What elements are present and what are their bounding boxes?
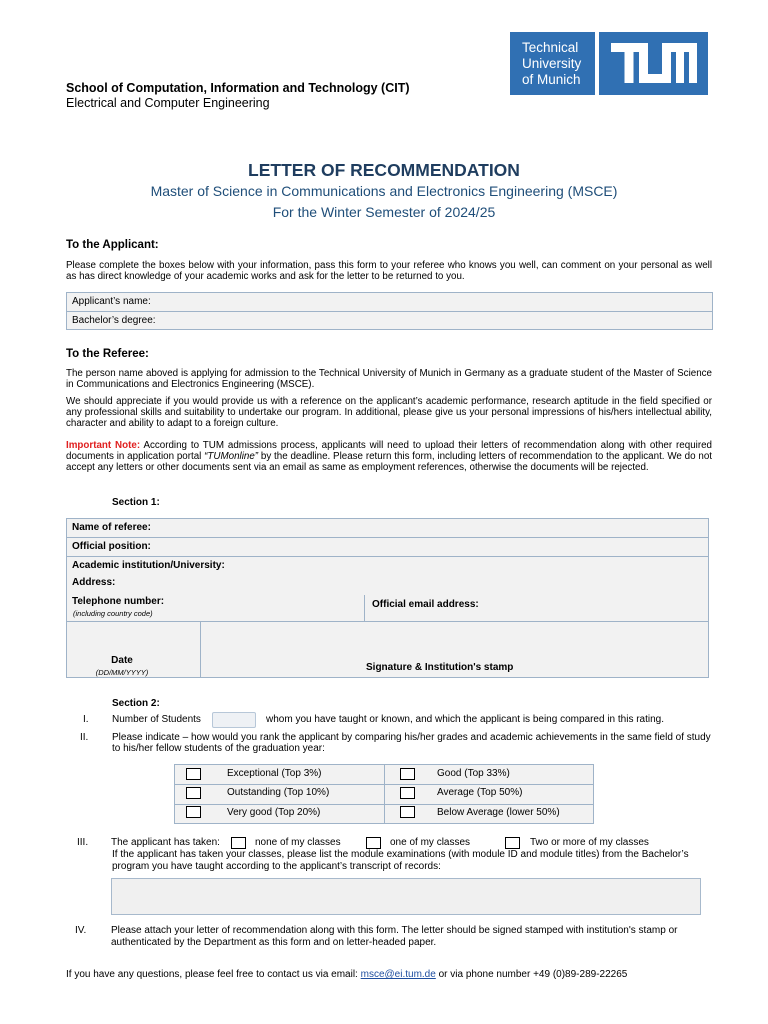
logo-line: of Munich	[522, 72, 581, 87]
rating-label: Exceptional (Top 3%)	[227, 768, 322, 779]
item-number: I.	[83, 714, 89, 725]
rating-label: Good (Top 33%)	[437, 768, 510, 779]
bachelor-degree-field[interactable]	[165, 312, 710, 328]
classes-one-checkbox[interactable]	[366, 837, 381, 849]
bachelor-degree-label: Bachelor’s degree:	[72, 315, 156, 326]
important-note-label: Important Note:	[66, 440, 141, 451]
logo-line: Technical	[522, 40, 579, 55]
program-subtitle: Master of Science in Communications and Electronics Engineering (MSCE)	[150, 183, 618, 199]
tum-logo-text	[510, 32, 595, 95]
contact-text: If you have any questions, please feel free to contact us via email:	[66, 969, 361, 980]
important-note	[66, 441, 712, 473]
item-number: II.	[80, 732, 89, 743]
item-number: IV.	[75, 925, 87, 936]
note-text: by the deadline. Please return this form, including letters of recommendation to the applicant. We do not accept any letters or other documents sent via an email as same as employment references, otherwise the documents will be rejected.	[66, 450, 712, 473]
rating-below-average-checkbox[interactable]	[400, 806, 415, 818]
institution-field[interactable]	[235, 557, 706, 573]
number-of-students-desc: whom you have taught or known, and which the applicant is being compared in this rating.	[266, 714, 665, 725]
rating-label: Outstanding (Top 10%)	[227, 787, 330, 798]
classes-taken-label: The applicant has taken:	[111, 837, 220, 848]
classes-option-label: Two or more of my classes	[530, 837, 649, 848]
applicant-heading: To the Applicant:	[66, 239, 159, 251]
module-list-field[interactable]	[111, 878, 701, 915]
number-of-students-label: Number of Students	[112, 714, 201, 725]
rating-label: Below Average (lower 50%)	[437, 807, 560, 818]
rating-label: Very good (Top 20%)	[227, 807, 321, 818]
number-of-students-input[interactable]	[212, 712, 256, 728]
referee-heading: To the Referee:	[66, 348, 149, 360]
semester-subtitle: For the Winter Semester of 2024/25	[272, 204, 496, 220]
rating-very-good-checkbox[interactable]	[186, 806, 201, 818]
official-position-field[interactable]	[160, 538, 706, 554]
applicant-name-label: Applicant’s name:	[72, 296, 151, 307]
school-name: School of Computation, Information and Technology (CIT)	[66, 81, 410, 95]
rating-average-checkbox[interactable]	[400, 787, 415, 799]
attachment-instructions: Please attach your letter of recommendation along with this form. The letter should be signed stamped with institution's stamp or authenticated by the Department as this form and on letter-headed paper.	[111, 925, 678, 948]
referee-request: We should appreciate if you would provide us with a reference on the applicant’s academic performance, research aptitude in the field specified or any professional skills and suitability to undertake our program. In additional, please give us your personal impressions of his/hers intellectual ability, character and ability to adapt to a foreign culture.	[66, 396, 712, 429]
official-position-label: Official position:	[72, 541, 151, 552]
tumonline-portal: “TUMonline”	[204, 450, 259, 462]
address-label: Address:	[72, 577, 116, 588]
institution-label: Academic institution/University:	[72, 560, 225, 571]
address-field[interactable]	[120, 574, 706, 592]
telephone-label: Telephone number:	[72, 596, 165, 607]
date-label: Date	[111, 655, 133, 666]
referee-name-field[interactable]	[160, 519, 706, 535]
rating-good-checkbox[interactable]	[400, 768, 415, 780]
date-hint: (DD/MM/YYYY)	[95, 668, 149, 677]
page-title: LETTER OF RECOMMENDATION	[248, 160, 520, 180]
rating-label: Average (Top 50%)	[437, 787, 523, 798]
signature-field[interactable]	[201, 622, 707, 660]
module-list-instructions: If the applicant has taken your classes, please list the module examinations (with module ID and module titles) from the Bachelor’s program you have taught according to the applicant’s transcript of records:	[112, 849, 689, 872]
applicant-instructions: Please complete the boxes below with your information, pass this form to your referee who knows you well, can comment on your personal as well as has direct knowledge of your academic works and ask for the letter to be returned to you.	[66, 260, 712, 282]
contact-email-link[interactable]: msce@ei.tum.de	[360, 969, 436, 980]
telephone-hint: (including country code)	[73, 609, 153, 618]
referee-name-label: Name of referee:	[72, 522, 151, 533]
contact-footer	[66, 969, 627, 980]
classes-option-label: one of my classes	[390, 837, 471, 848]
official-email-field[interactable]	[488, 595, 706, 619]
telephone-field[interactable]	[175, 595, 360, 619]
item-number: III.	[77, 837, 89, 848]
rating-exceptional-checkbox[interactable]	[186, 768, 201, 780]
section2-label: Section 2:	[112, 698, 160, 709]
classes-option-label: none of my classes	[255, 837, 341, 848]
date-field[interactable]	[67, 622, 199, 654]
referee-intro: The person name aboved is applying for admission to the Technical University of Munich in Germany as a graduate student of the Master of Science in Communications and Electronics Engineering (MSCE).	[66, 368, 712, 390]
ranking-instructions: Please indicate – how would you rank the applicant by comparing his/her grades and academic achievements in the same field of study to his/her fellow students of the graduation year:	[112, 732, 711, 754]
logo-line: University	[522, 56, 582, 71]
section1-label: Section 1:	[112, 497, 160, 508]
signature-label: Signature & Institution's stamp	[366, 662, 514, 673]
classes-none-checkbox[interactable]	[231, 837, 246, 849]
rating-outstanding-checkbox[interactable]	[186, 787, 201, 799]
applicant-name-field[interactable]	[160, 293, 710, 309]
classes-two-or-more-checkbox[interactable]	[505, 837, 520, 849]
tum-logo-mark	[599, 32, 708, 95]
official-email-label: Official email address:	[372, 599, 479, 610]
contact-phone: or via phone number +49 (0)89-289-22265	[435, 969, 628, 980]
department-name: Electrical and Computer Engineering	[66, 96, 270, 110]
note-text: According to TUM admissions process, applicants will need to upload their letters of recommendation along with other required documents in application portal	[66, 440, 712, 462]
